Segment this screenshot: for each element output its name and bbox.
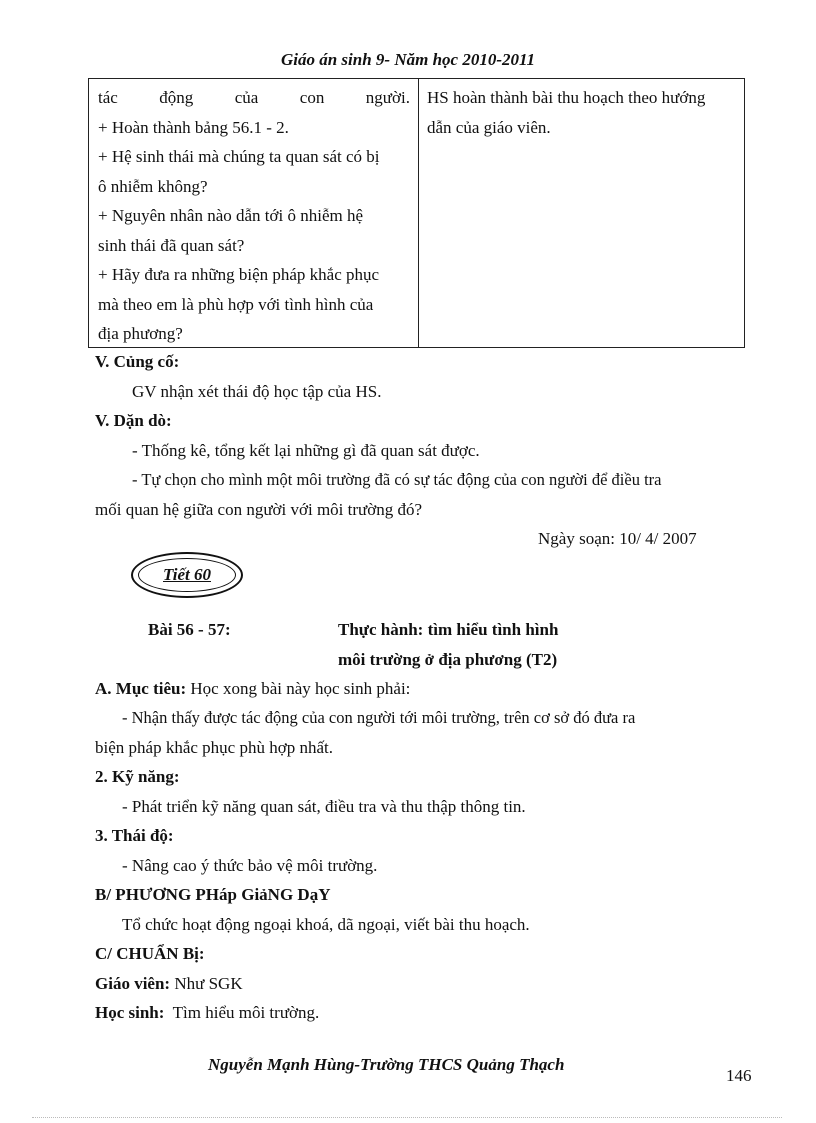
method-text: Tổ chức hoạt động ngoại khoá, dã ngoại, viết bài thu hoạch. <box>122 915 530 934</box>
objectives-heading: A. Mục tiêu: <box>95 679 187 698</box>
homework-heading: V. Dặn dò: <box>95 411 172 430</box>
page-number: 146 <box>726 1066 752 1085</box>
table-line: địa phương? <box>98 324 183 343</box>
lesson-number: Bài 56 - 57: <box>148 620 231 639</box>
skills-text: - Phát triển kỹ năng quan sát, điều tra và thu thập thông tin. <box>122 797 526 816</box>
objectives-intro: Học xong bài này học sinh phải: <box>190 679 411 698</box>
table-line: + Hoàn thành bảng 56.1 - 2. <box>98 117 289 137</box>
table-line: + Hệ sinh thái mà chúng ta quan sát có bị <box>98 147 380 166</box>
consolidation-text: GV nhận xét thái độ học tập của HS. <box>132 382 382 401</box>
knowledge-line-1: - Nhận thấy được tác động của con người tới môi trường, trên cơ sở đó đưa ra <box>122 708 636 727</box>
teacher-activity-cell <box>98 83 410 349</box>
table-line: mà theo em là phù hợp với tình hình của <box>98 294 374 314</box>
table-line: + Nguyên nhân nào dẫn tới ô nhiễm hệ <box>98 206 364 225</box>
consolidation-heading: V. Củng cố: <box>95 352 180 371</box>
activity-table <box>88 78 745 348</box>
student-text: Tìm hiểu môi trường. <box>172 1003 320 1022</box>
preparation-heading: C/ CHUẨN Bị: <box>95 944 205 963</box>
table-column-divider <box>418 79 419 347</box>
table-line: + Hãy đưa ra những biện pháp khắc phục <box>98 265 380 284</box>
attitude-heading: 3. Thái độ: <box>95 826 174 845</box>
knowledge-line-2: biện pháp khắc phục phù hợp nhất. <box>95 738 333 757</box>
date-prepared: Ngày soạn: 10/ 4/ 2007 <box>538 529 697 548</box>
table-line: HS hoàn thành bài thu hoạch theo hướng <box>427 88 706 107</box>
page-footer: Nguyễn Mạnh Hùng-Trường THCS Quảng Thạch <box>208 1055 565 1074</box>
student-activity-cell <box>427 83 739 142</box>
student-label: Học sinh: <box>95 1003 165 1022</box>
lesson-title-line-1: Thực hành: tìm hiểu tình hình <box>338 620 559 639</box>
method-heading: B/ PHƯƠNG PHáp GiảNG DạY <box>95 885 331 904</box>
page-header: Giáo án sinh 9- Năm học 2010-2011 <box>280 50 536 69</box>
skills-heading: 2. Kỹ năng: <box>95 767 180 786</box>
lesson-badge-label: Tiết 60 <box>163 565 211 584</box>
lesson-title-line-2: môi trường ở địa phương (T2) <box>338 650 558 669</box>
objectives-line <box>95 679 410 699</box>
homework-item-1: - Thống kê, tổng kết lại những gì đã quan sát được. <box>132 441 480 460</box>
homework-item-2-line-2: mối quan hệ giữa con người với môi trường đó? <box>95 500 423 519</box>
teacher-preparation <box>95 974 243 994</box>
lesson-badge <box>131 552 243 598</box>
table-line: ô nhiễm không? <box>98 176 208 196</box>
attitude-text: - Nâng cao ý thức bảo vệ môi trường. <box>122 856 378 875</box>
table-line: sinh thái đã quan sát? <box>98 235 245 255</box>
homework-item-2-line-1: - Tự chọn cho mình một môi trường đã có sự tác động của con người để điều tra <box>132 470 662 489</box>
table-line: tác động của con người. <box>98 88 410 107</box>
teacher-text: Như SGK <box>174 974 243 993</box>
table-line: dẫn của giáo viên. <box>427 117 551 137</box>
teacher-label: Giáo viên: <box>95 974 171 993</box>
bottom-rule <box>32 1117 782 1118</box>
student-preparation <box>95 1003 319 1023</box>
